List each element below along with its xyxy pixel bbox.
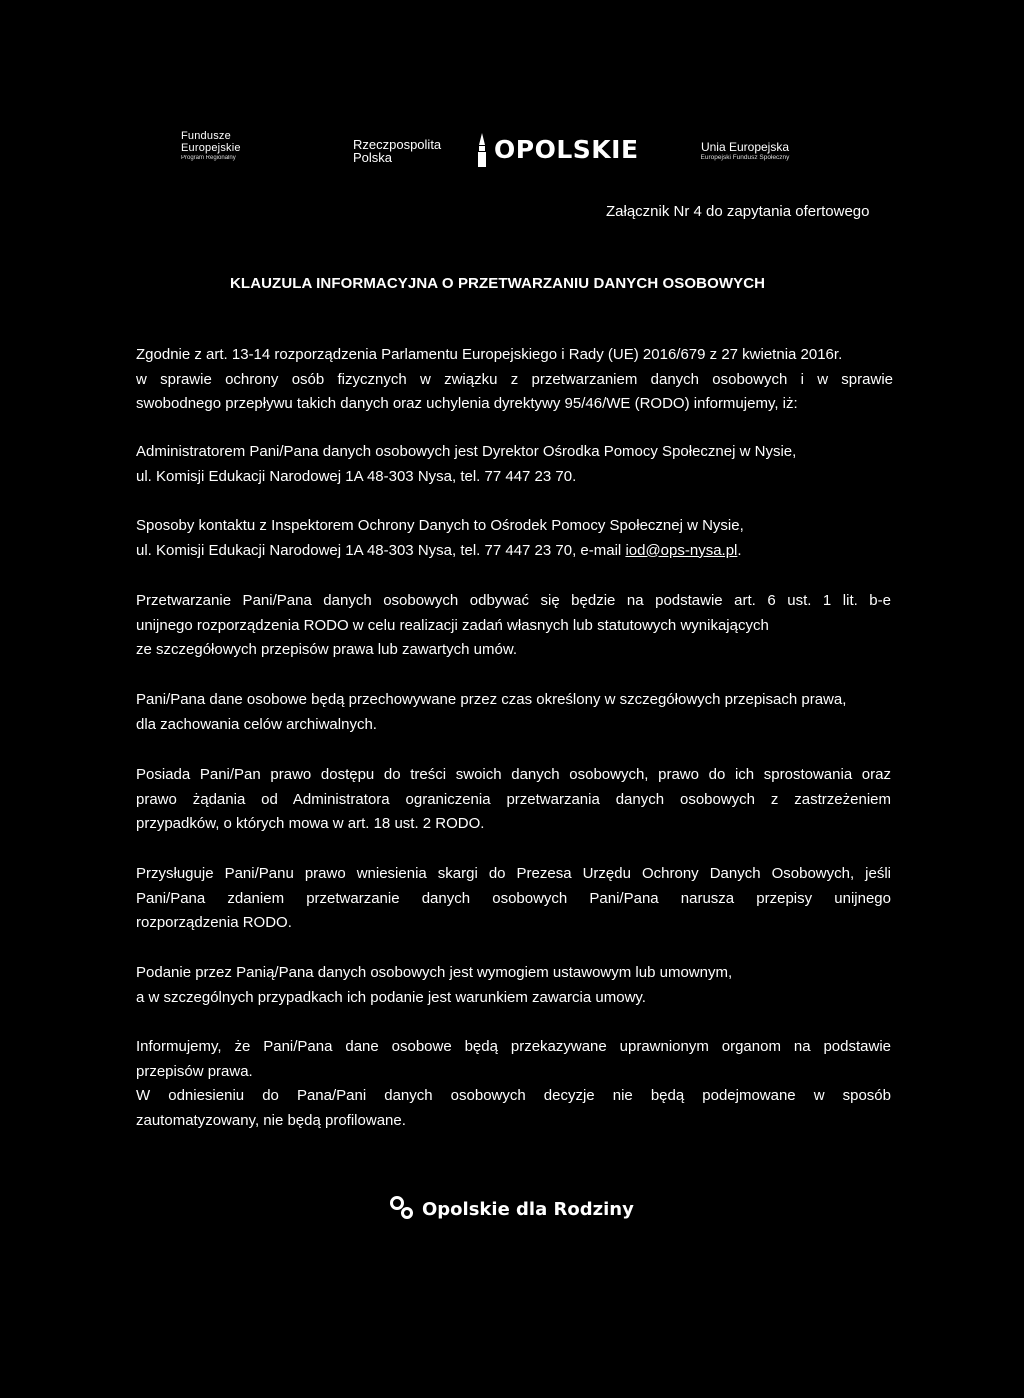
- footer-brand-text: Opolskie dla Rodziny: [422, 1198, 634, 1220]
- logo-fundusze-europejskie: [181, 130, 241, 162]
- storage-line-2: dla zachowania celów archiwalnych.: [136, 715, 377, 733]
- provision-paragraph: [136, 961, 891, 1010]
- complaint-line-2: Pani/Pana zdaniem przetwarzanie danych osobowych Pani/Pana narusza przepisy unijnego: [136, 889, 891, 907]
- contact-paragraph: [136, 514, 891, 563]
- contact-line-2-end: .: [737, 541, 742, 559]
- provision-line-1: Podanie przez Panią/Pana danych osobowych jest wymogiem ustawowym lub umownym,: [136, 964, 733, 981]
- intro-line-1: Zgodnie z art. 13-14 rozporządzenia Parlamentu Europejskiego i Rady (UE) 2016/679 z 27 kwietnia 2016r.: [136, 346, 843, 363]
- email-link[interactable]: iod@ops-nysa.pl: [625, 541, 738, 559]
- recipients-line-4: zautomatyzowany, nie będą profilowane.: [136, 1111, 406, 1129]
- rights-line-3: przypadków, o których mowa w art. 18 ust. 2 RODO.: [136, 815, 485, 832]
- processing-line-1: Przetwarzanie Pani/Pana danych osobowych odbywać się będzie na podstawie art. 6 ust. 1 lit. b-e: [136, 592, 891, 609]
- logo-opolskie: [476, 133, 639, 167]
- logo-opolskie-text: OPOLSKIE: [494, 135, 639, 164]
- rights-line-1: Posiada Pani/Pan prawo dostępu do treści swoich danych osobowych, prawo do ich sprostowania oraz: [136, 766, 891, 783]
- rights-paragraph: [136, 763, 891, 837]
- tower-icon: [476, 133, 488, 167]
- intro-line-3: swobodnego przepływu takich danych oraz uchylenia dyrektywy 95/46/WE (RODO) informujemy, iż:: [136, 395, 798, 412]
- administrator-line-1: Administratorem Pani/Pana danych osobowych jest Dyrektor Ośrodka Pomocy Społecznej w Nysie,: [136, 443, 797, 460]
- logo-rp-line2: Polska: [353, 150, 393, 165]
- storage-paragraph: [136, 688, 891, 737]
- recipients-line-3: W odniesieniu do Pana/Pani danych osobowych decyzje nie będą podejmowane w sposób: [136, 1087, 891, 1104]
- logo-fundusze-line2: Europejskie: [181, 142, 241, 154]
- intro-line-2: w sprawie ochrony osób fizycznych w związku z przetwarzaniem danych osobowych i w sprawie: [136, 370, 893, 388]
- complaint-paragraph: [136, 862, 891, 936]
- recipients-line-2: przepisów prawa.: [136, 1062, 253, 1080]
- storage-line-1: Pani/Pana dane osobowe będą przechowywane przez czas określony w szczegółowych przepisach prawa,: [136, 691, 847, 708]
- footer-logo-opolskie-dla-rodziny: [388, 1194, 634, 1224]
- intro-paragraph: [136, 343, 893, 417]
- processing-line-3: ze szczegółowych przepisów prawa lub zawartych umów.: [136, 641, 517, 658]
- contact-line-2: [136, 539, 891, 564]
- recipients-paragraph: [136, 1035, 891, 1133]
- provision-line-2: a w szczególnych przypadkach ich podanie jest warunkiem zawarcia umowy.: [136, 988, 646, 1006]
- contact-line-2-text: ul. Komisji Edukacji Narodowej 1A 48-303 Nysa, tel. 77 447 23 70, e-mail: [136, 541, 626, 559]
- rights-line-2: prawo żądania od Administratora ograniczenia przetwarzania danych osobowych z zastrzeżeniem: [136, 790, 891, 808]
- recipients-line-1: Informujemy, że Pani/Pana dane osobowe będą przekazywane uprawnionym organom na podstawie: [136, 1038, 891, 1055]
- administrator-line-2: ul. Komisji Edukacji Narodowej 1A 48-303 Nysa, tel. 77 447 23 70.: [136, 467, 577, 485]
- logo-rzeczpospolita-polska: [353, 138, 441, 164]
- logo-ue-line1: Unia Europejska: [700, 140, 790, 154]
- complaint-line-3: rozporządzenia RODO.: [136, 914, 292, 931]
- contact-line-1: Sposoby kontaktu z Inspektorem Ochrony Danych to Ośrodek Pomocy Społecznej w Nysie,: [136, 517, 744, 534]
- processing-paragraph: [136, 589, 891, 663]
- logo-fundusze-sub: Program Regionalny: [181, 155, 236, 161]
- logo-ue-sub: Europejski Fundusz Społeczny: [700, 154, 790, 161]
- logo-fundusze-line1: Fundusze: [181, 130, 231, 142]
- annex-reference: Załącznik Nr 4 do zapytania ofertowego: [606, 203, 870, 220]
- complaint-line-1: Przysługuje Pani/Panu prawo wniesienia skargi do Prezesa Urzędu Ochrony Danych Osobowych, jeśli: [136, 865, 891, 882]
- document-heading: KLAUZULA INFORMACYJNA O PRZETWARZANIU DANYCH OSOBOWYCH: [230, 275, 766, 292]
- rings-icon: [388, 1194, 418, 1224]
- administrator-paragraph: [136, 440, 891, 489]
- logo-rp-line1: Rzeczpospolita: [353, 137, 442, 152]
- logo-unia-europejska: [690, 140, 800, 162]
- processing-line-2: unijnego rozporządzenia RODO w celu realizacji zadań własnych lub statutowych wynikających: [136, 616, 769, 634]
